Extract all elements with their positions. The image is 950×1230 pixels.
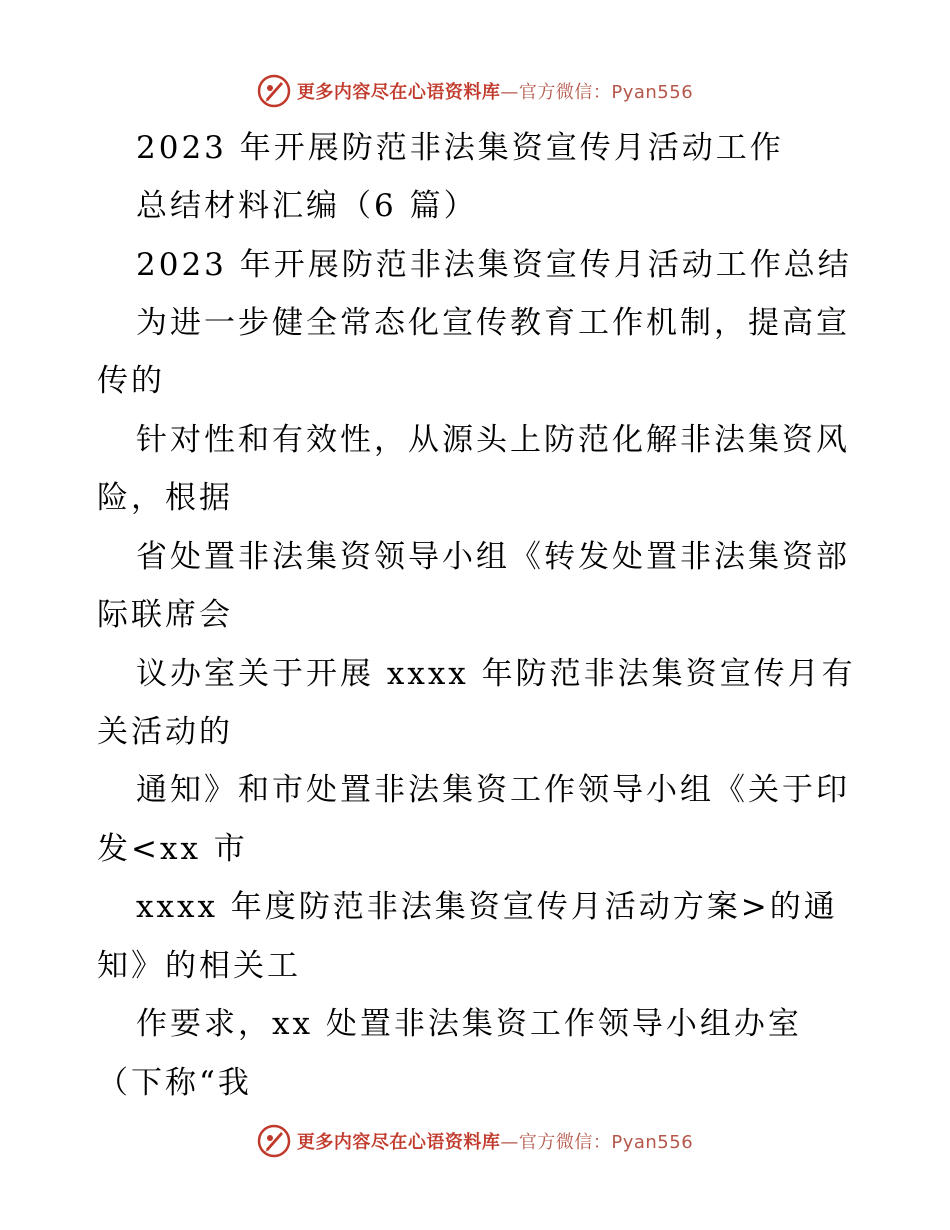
header-wechat-id: Pyan556 <box>611 82 694 103</box>
header-watermark <box>0 71 950 111</box>
paragraph-line: 知》的相关工 <box>97 948 301 984</box>
paragraph-line: 传的 <box>97 363 165 399</box>
paragraph-line: xxxx 年度防范非法集资宣传月活动方案>的通 <box>136 889 838 925</box>
document-title-line-1: 2023 年开展防范非法集资宣传月活动工作 <box>136 130 784 166</box>
footer-banner-text <box>297 1128 693 1154</box>
paragraph-line: 省处置非法集资领导小组《转发处置非法集资部 <box>136 539 850 575</box>
header-wechat-label: 官方微信： <box>518 82 612 103</box>
quill-logo-icon <box>257 74 291 108</box>
paragraph-line: （下称“我 <box>97 1065 252 1101</box>
footer-brand: 更多内容尽在心语资料库 <box>296 1132 501 1153</box>
document-title-line-2: 总结材料汇编（6 篇） <box>136 188 478 224</box>
paragraph-line: 议办室关于开展 xxxx 年防范非法集资宣传月有 <box>136 656 856 692</box>
paragraph-line: 险，根据 <box>97 480 233 516</box>
quill-logo-icon <box>257 1124 291 1158</box>
header-separator: — <box>500 82 519 103</box>
paragraph-line: 通知》和市处置非法集资工作领导小组《关于印 <box>136 772 850 808</box>
paragraph-line: 作要求，xx 处置非法集资工作领导小组办室 <box>136 1006 802 1042</box>
paragraph-line: 关活动的 <box>97 714 233 750</box>
header-brand: 更多内容尽在心语资料库 <box>296 82 501 103</box>
document-subtitle: 2023 年开展防范非法集资宣传月活动工作总结 <box>136 247 852 283</box>
paragraph-line: 针对性和有效性，从源头上防范化解非法集资风 <box>136 422 850 458</box>
header-banner-text <box>297 78 693 104</box>
footer-watermark <box>0 1121 950 1161</box>
paragraph-line: 发<xx 市 <box>97 831 248 867</box>
footer-wechat-id: Pyan556 <box>611 1132 694 1153</box>
paragraph-line: 为进一步健全常态化宣传教育工作机制，提高宣 <box>136 305 850 341</box>
footer-wechat-label: 官方微信： <box>518 1132 612 1153</box>
paragraph-line: 际联席会 <box>97 597 233 633</box>
footer-separator: — <box>500 1132 519 1153</box>
